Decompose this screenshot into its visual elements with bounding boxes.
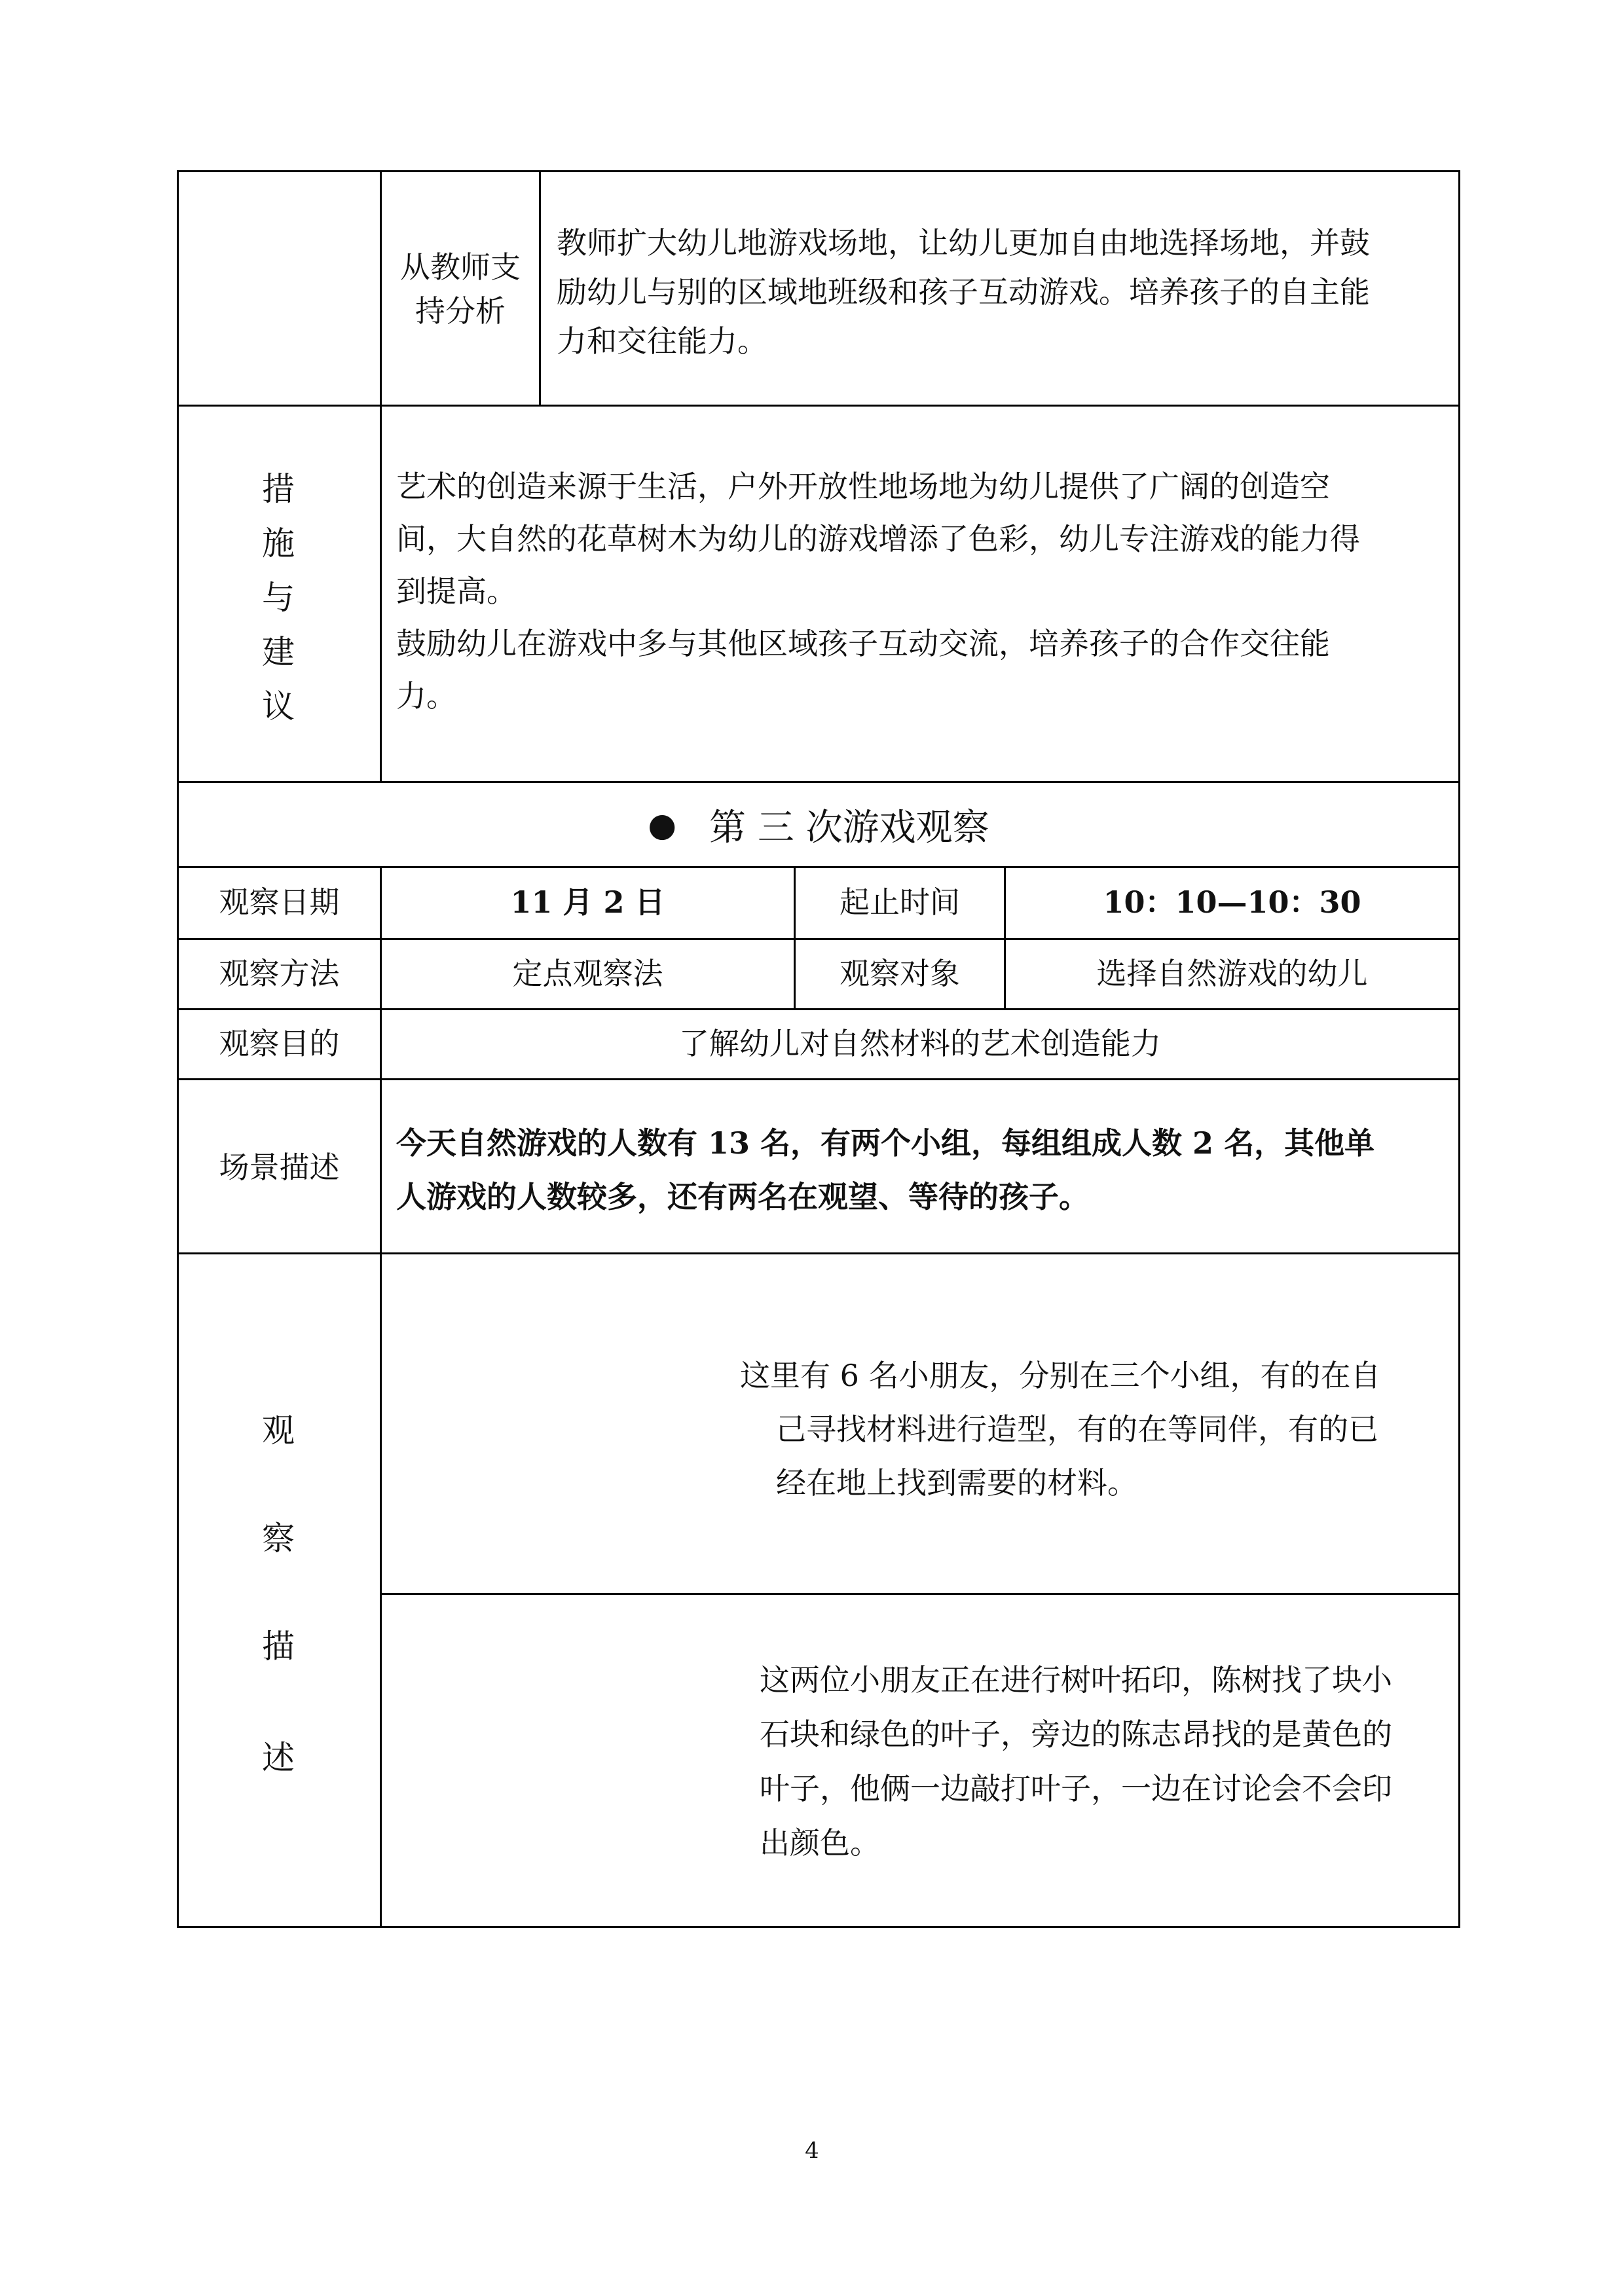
method-label: 观察方法 xyxy=(219,956,340,991)
row-divider xyxy=(177,1252,1460,1254)
label-char: 述 xyxy=(262,1739,295,1777)
label-char: 与 xyxy=(262,579,295,617)
row-divider xyxy=(380,1593,1460,1595)
purpose-value: 了解幼儿对自然材料的艺术创造能力 xyxy=(679,1026,1161,1061)
text-line: 叶子，他俩一边敲打叶子，一边在讨论会不会印 xyxy=(760,1771,1392,1806)
time-label: 起止时间 xyxy=(840,884,960,920)
label-char: 措 xyxy=(262,470,295,508)
date-value: 11 月 2 日 xyxy=(510,884,665,920)
text-line: 力。 xyxy=(396,678,456,714)
label-char: 施 xyxy=(262,524,295,562)
text-line: 教师扩大幼儿地游戏场地，让幼儿更加自由地选择场地，并鼓 xyxy=(557,225,1370,261)
table-border-bottom xyxy=(177,1926,1460,1928)
text-line: 这两位小朋友正在进行树叶拓印，陈树找了块小 xyxy=(760,1662,1392,1698)
text-line: 力和交往能力。 xyxy=(557,323,767,359)
bullet-icon: ● xyxy=(648,805,677,844)
text-line: 经在地上找到需要的材料。 xyxy=(776,1465,1137,1501)
label-char: 察 xyxy=(262,1520,295,1558)
text-line: 鼓励幼儿在游戏中多与其他区域孩子互动交流，培养孩子的合作交往能 xyxy=(396,626,1330,661)
text-line: 到提高。 xyxy=(396,574,517,609)
label-line: 从教师支 xyxy=(400,249,521,285)
row-divider xyxy=(177,405,1460,407)
row-divider xyxy=(177,1078,1460,1080)
label-char: 议 xyxy=(262,687,295,725)
column-divider xyxy=(539,170,541,406)
row-divider xyxy=(177,1008,1460,1010)
text-line: 这里有 6 名小朋友，分别在三个小组，有的在自 xyxy=(740,1358,1381,1393)
row-divider xyxy=(177,938,1460,940)
table-border-right xyxy=(1458,170,1460,1928)
text-line: 石块和绿色的叶子，旁边的陈志昂找的是黄色的 xyxy=(760,1717,1392,1752)
text-line: 间，大自然的花草树木为幼儿的游戏增添了色彩，幼儿专注游戏的能力得 xyxy=(396,521,1360,556)
text-line: 己寻找材料进行造型，有的在等同伴，有的已 xyxy=(776,1412,1378,1447)
page-number: 4 xyxy=(805,2138,819,2164)
section-heading xyxy=(179,783,1458,866)
table-border-top xyxy=(177,170,1460,172)
time-value: 10：10—10：30 xyxy=(1103,884,1361,920)
text-line: 艺术的创造来源于生活，户外开放性地场地为幼儿提供了广阔的创造空 xyxy=(396,469,1330,504)
date-label: 观察日期 xyxy=(219,884,340,920)
label-char: 建 xyxy=(262,633,295,671)
text-line: 今天自然游戏的人数有 13 名，有两个小组，每组组成人数 2 名，其他单 xyxy=(396,1125,1375,1161)
method-value: 定点观察法 xyxy=(512,956,663,991)
column-divider xyxy=(380,866,382,1927)
label-line: 持分析 xyxy=(415,293,506,329)
target-value: 选择自然游戏的幼儿 xyxy=(1096,956,1368,991)
label-char: 观 xyxy=(262,1412,295,1449)
text-line: 人游戏的人数较多，还有两名在观望、等待的孩子。 xyxy=(396,1179,1089,1214)
target-label: 观察对象 xyxy=(840,956,960,991)
scene-label: 场景描述 xyxy=(219,1150,340,1185)
section-heading-text: 第 三 次游戏观察 xyxy=(709,806,989,849)
row-divider xyxy=(177,866,1460,868)
text-line: 励幼儿与别的区域地班级和孩子互动游戏。培养孩子的自主能 xyxy=(557,274,1370,310)
label-char: 描 xyxy=(262,1628,295,1666)
purpose-label: 观察目的 xyxy=(219,1026,340,1061)
text-line: 出颜色。 xyxy=(760,1825,880,1861)
